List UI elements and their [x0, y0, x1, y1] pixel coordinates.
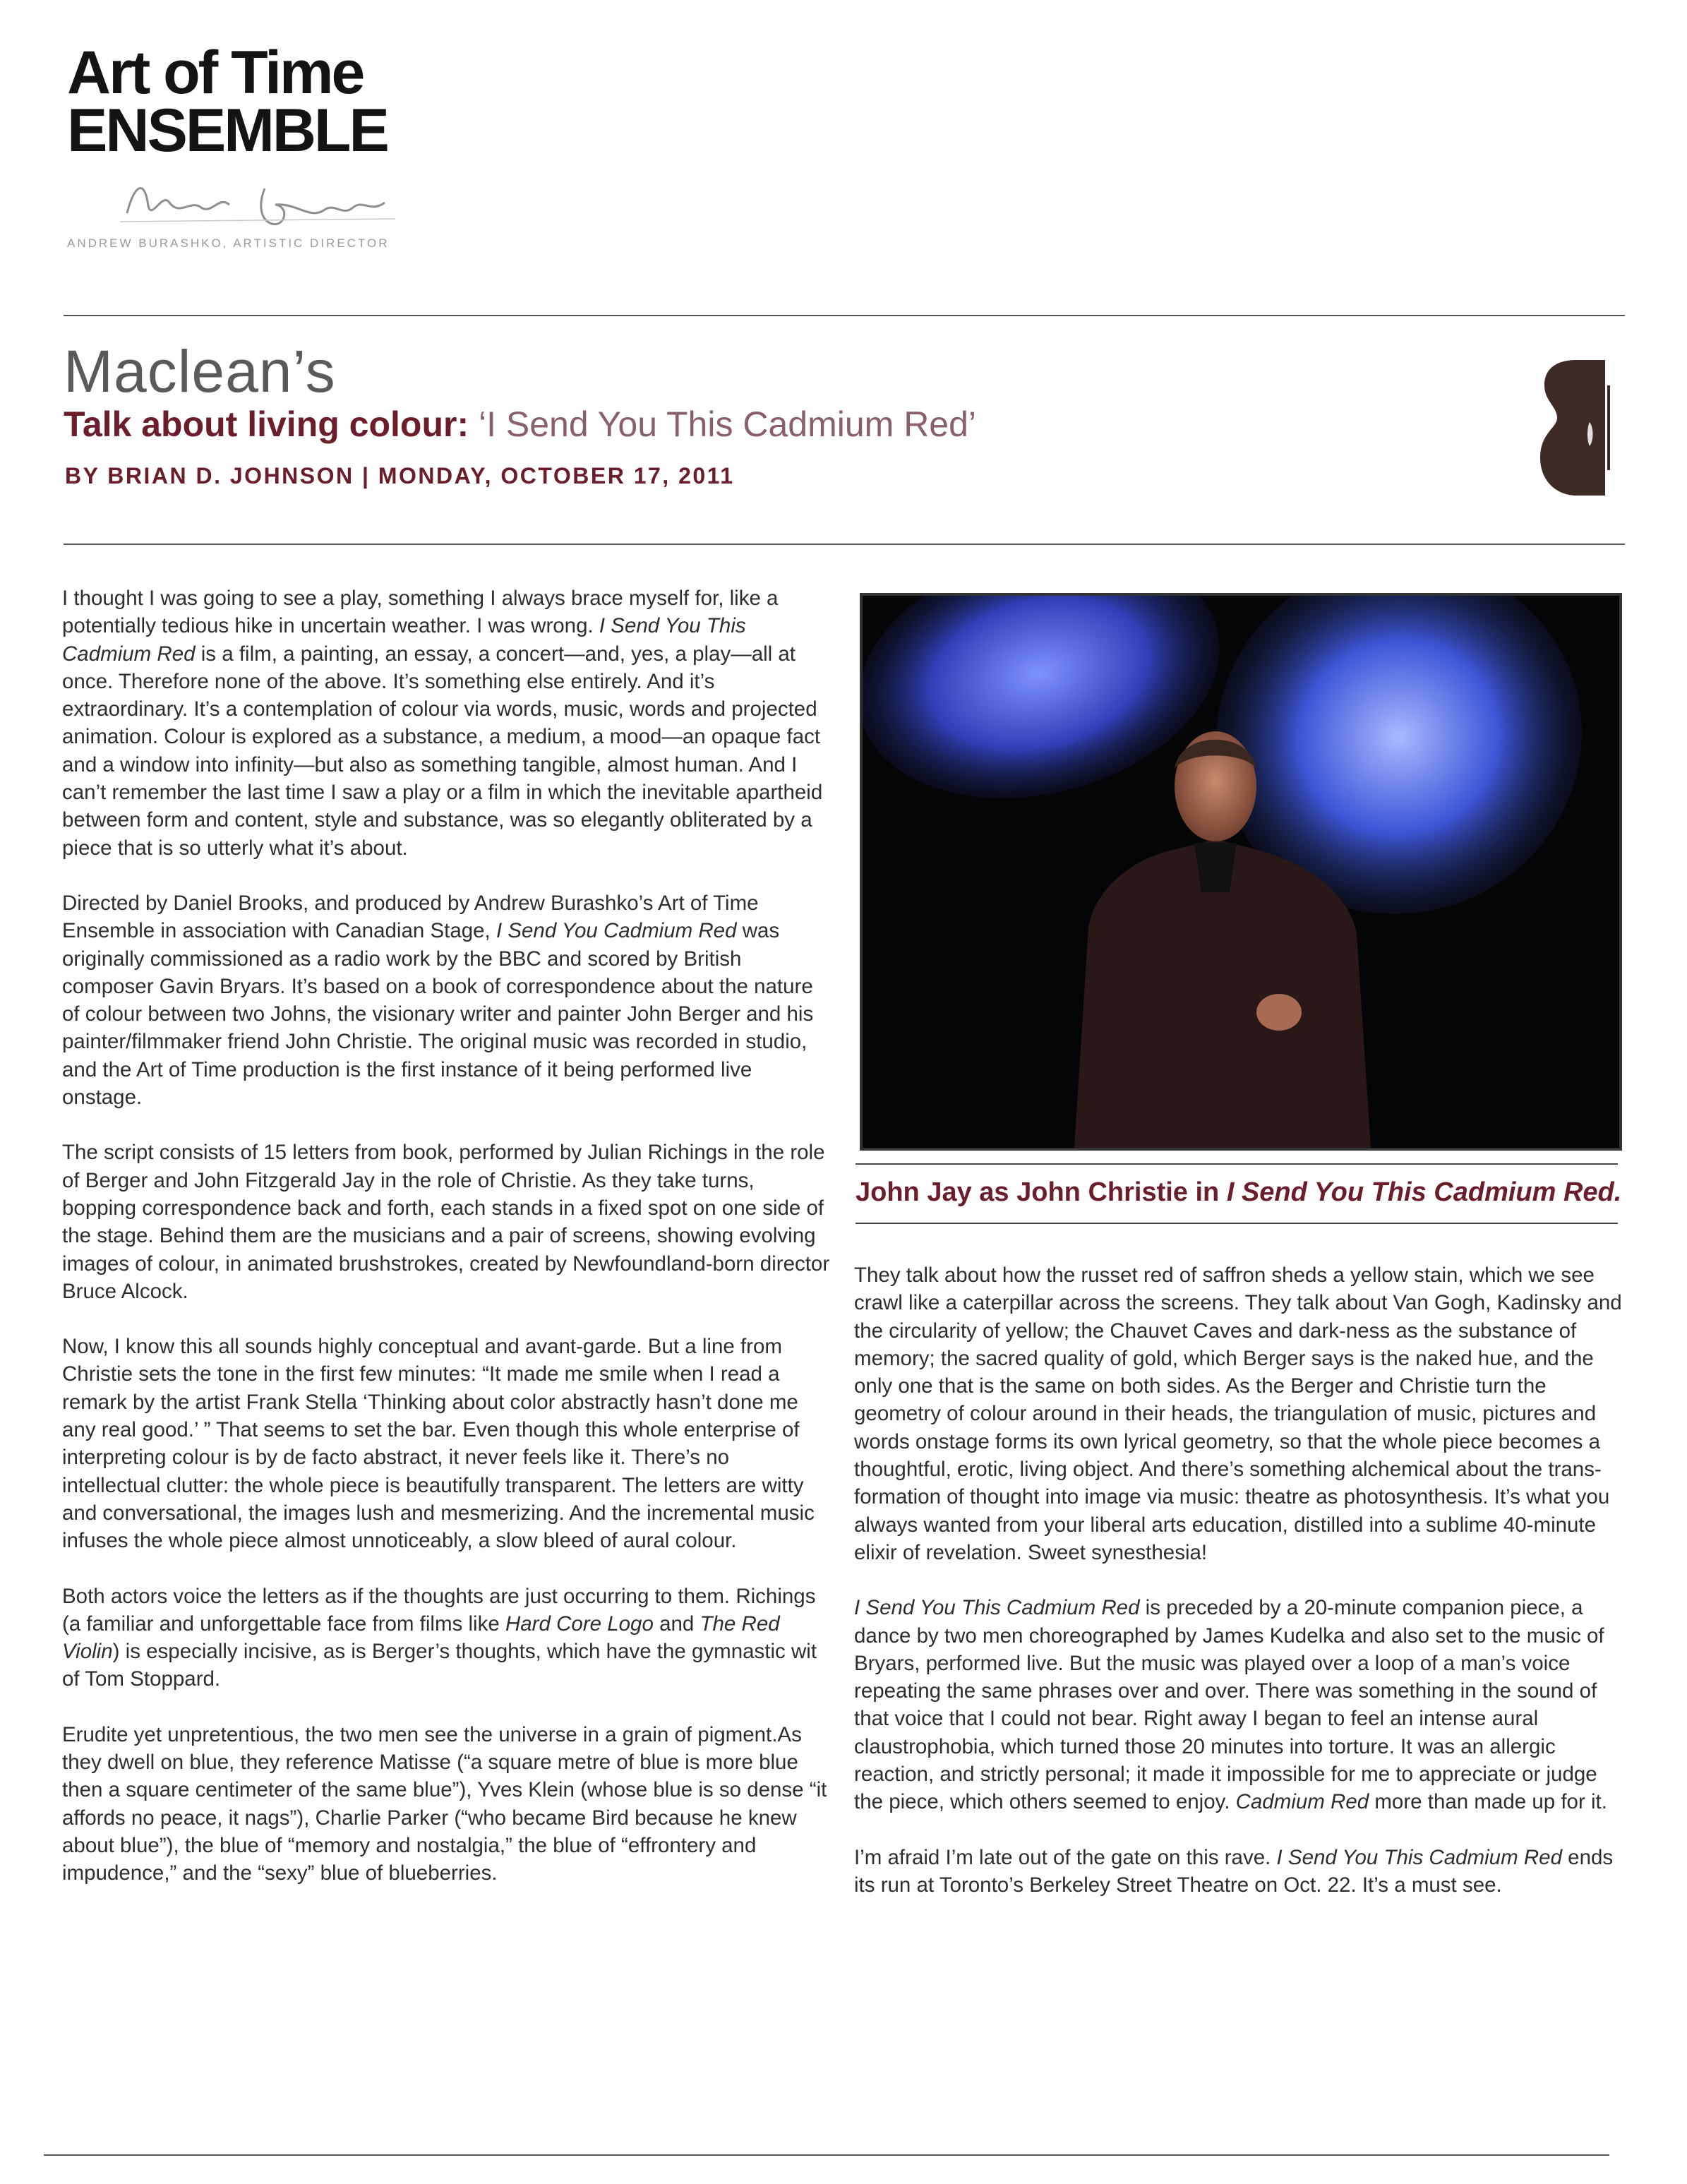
italic-title-text: I Send You This Cadmium Red	[62, 614, 746, 666]
footer-divider	[44, 2154, 1609, 2156]
article-paragraph	[62, 1583, 832, 1693]
headline-title: ‘I Send You This Cadmium Red’	[479, 404, 977, 444]
ensemble-logo	[67, 39, 388, 164]
logo-line-2: ENSEMBLE	[67, 97, 388, 164]
violin-icon	[1537, 357, 1615, 498]
paragraph-text: Now, I know this all sounds highly conceptual and avant-garde. But a line from Christie sets the tone in the first few minutes: “It made me smile when I read a remark by the artist Frank Stella ‘Thinking about color abstractly hasn’t done me any real good.’ ” That seems to set the bar. Even though this whole enterprise of interpreting colour is by de facto abstract, it never feels like it. There’s no intellectual clutter: the whole piece is beautifully transparent. The letters are witty and conversational, the images lush and mesmerizing. And the incremental music infuses the whole piece almost unnoticeably, a slow bleed of aural colour.	[62, 1335, 815, 1553]
italic-title-text: Hard Core Logo	[505, 1612, 654, 1636]
italic-title-text: I Send You This Cadmium Red	[1276, 1845, 1562, 1869]
italic-title-text: The Red Violin	[62, 1612, 780, 1664]
paragraph-text: and	[653, 1612, 700, 1636]
article-paragraph	[62, 584, 832, 862]
article-left-column	[62, 584, 832, 1914]
paragraph-text: I’m afraid I’m late out of the gate on this rave.	[854, 1845, 1277, 1869]
article-paragraph	[854, 1844, 1623, 1900]
stage-photo	[860, 593, 1622, 1151]
publication-title: Maclean’s	[64, 338, 336, 404]
paragraph-text: Erudite yet unpretentious, the two men see the universe in a grain of pigment.As they dwell on blue, they reference Matisse (“a square metre of blue is more blue then a square centimeter of the same blue”), Yves Klein (whose blue is so dense “it affords no peace, it nags”), Charlie Parker (“who became Bird because he knew about blue”), the blue of “memory and nostalgia,” the blue of “effrontery and impudence,” and the “sexy” blue of blueberries.	[62, 1722, 827, 1885]
photo-caption	[855, 1177, 1621, 1208]
italic-title-text: I Send You This Cadmium Red	[854, 1596, 1140, 1620]
logo-line-1: Art of Time	[67, 39, 364, 107]
top-divider	[64, 315, 1625, 316]
headline	[64, 404, 976, 445]
performer-image	[863, 596, 1619, 1148]
paragraph-text: They talk about how the russet red of saffron sheds a yellow stain, which we see crawl like a caterpillar across the screens. They talk about Van Gogh, Kadinsky and the circularity of yellow; the Chauvet Caves and dark-ness as the substance of memory; the sacred quality of gold, which Berger says is the naked hue, and the only one that is the same on both sides. As the Berger and Christie turn the geometry of colour around in their heads, the triangulation of music, pictures and words onstage forms its own lyrical geometry, so that the whole piece becomes a thoughtful, erotic, living object. And there’s something alchemical about the trans-formation of thought into image via music: theatre as photosynthesis. It’s what you always wanted from your liberal arts education, distilled into a sublime 40-minute elixir of revelation. Sweet synesthesia!	[854, 1264, 1622, 1564]
paragraph-text: I thought I was going to see a play, something I always brace myself for, like a potentially tedious hike in uncertain weather. I was wrong.	[62, 587, 779, 638]
article-paragraph	[62, 1721, 832, 1888]
caption-rule-bottom	[855, 1223, 1618, 1224]
caption-text: John Jay as John Christie in	[855, 1177, 1227, 1207]
artistic-director-label: ANDREW BURASHKO, ARTISTIC DIRECTOR	[67, 236, 390, 250]
paragraph-text: ) is especially incisive, as is Berger’s thoughts, which have the gymnastic wit of Tom Stoppard.	[62, 1640, 817, 1691]
header-divider	[64, 544, 1625, 545]
article-paragraph	[854, 1261, 1623, 1566]
paragraph-text: is a film, a painting, an essay, a concert—and, yes, a play—all at once. Therefore none of the above. It’s something else entirely. And it’s extraordinary. It’s a contemplation of colour via words, music, words and projected animation. Colour is explored as a substance, a medium, a mood—an opaque fact and a window into infinity—but also as something tangible, almost human. And I can’t remember the last time I saw a play or a film in which the inevitable apartheid between form and content, style and substance, was so elegantly obliterated by a piece that is so utterly what it’s about.	[62, 642, 823, 860]
paragraph-text: was originally commissioned as a radio work by the BBC and scored by British composer Gavin Bryars. It’s based on a book of correspondence about the nature of colour between two Johns, the visionary writer and painter John Berger and his painter/filmmaker friend John Christie. The original music was recorded in studio, and the Art of Time production is the first instance of it being performed live onstage.	[62, 919, 814, 1110]
paragraph-text: Both actors voice the letters as if the thoughts are just occurring to them. Richings (a familiar and unforgettable face from films like	[62, 1584, 816, 1636]
paragraph-text: is preceded by a 20-minute companion piece, a dance by two men choreographed by James Kudelka and also set to the music of Bryars, performed live. But the music was played over a loop of a man’s voice repeating the same phrases over and over. There was something in the sound of that voice that I could not bear. Right away I began to feel an intense aural claustrophobia, which turned those 20 minutes into torture. It was an allergic reaction, and strictly personal; it made it impossible for me to appreciate or judge the piece, which others seemed to enjoy.	[854, 1596, 1604, 1814]
paragraph-text: Directed by Daniel Brooks, and produced by Andrew Burashko’s Art of Time Ensemble in association with Canadian Stage,	[62, 891, 759, 943]
italic-title-text: I Send You Cadmium Red	[496, 919, 737, 943]
byline: BY BRIAN D. JOHNSON | MONDAY, OCTOBER 17, 2011	[65, 463, 735, 488]
caption-title: I Send You This Cadmium Red.	[1226, 1177, 1622, 1207]
article-paragraph	[854, 1594, 1623, 1816]
article-paragraph	[62, 889, 832, 1111]
paragraph-text: more than made up for it.	[1369, 1790, 1607, 1814]
article-paragraph	[62, 1333, 832, 1554]
article-paragraph	[62, 1139, 832, 1305]
article-right-column	[854, 1261, 1623, 1926]
paragraph-text: The script consists of 15 letters from book, performed by Julian Richings in the role of Berger and John Fitzgerald Jay in the role of Christie. As they take turns, bopping correspondence back and forth, each stands in a fixed spot on one side of the stage. Behind them are the musicians and a pair of screens, showing evolving images of colour, in animated brushstrokes, created by Newfoundland-born director Bruce Alcock.	[62, 1141, 830, 1303]
paragraph-text: ends its run at Toronto’s Berkeley Street Theatre on Oct. 22. It’s a must see.	[854, 1845, 1614, 1897]
italic-title-text: Cadmium Red	[1235, 1790, 1369, 1814]
signature-icon	[113, 164, 409, 241]
caption-rule-top	[855, 1163, 1618, 1165]
headline-bold: Talk about living colour:	[64, 404, 479, 444]
